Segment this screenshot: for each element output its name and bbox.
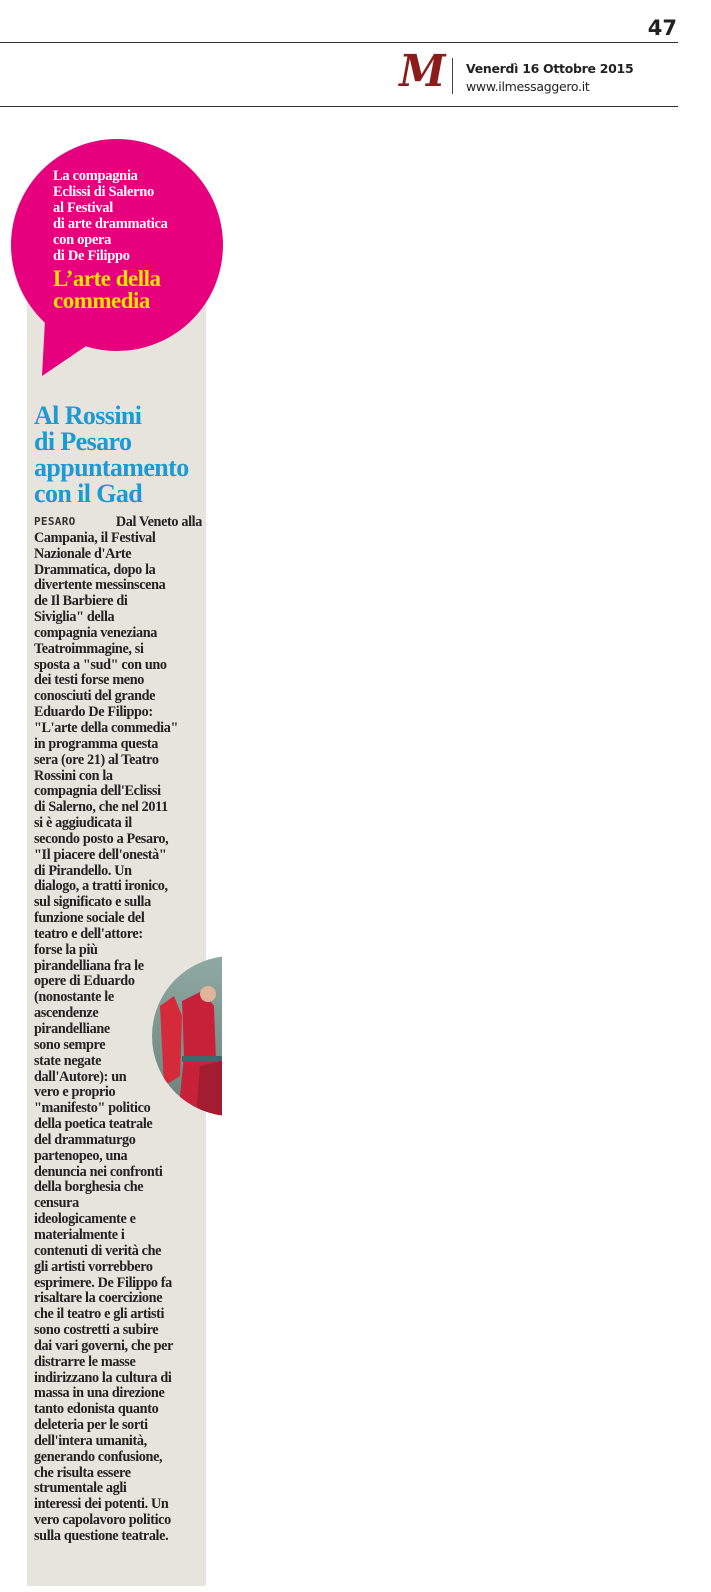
article-line: Rossini con la [34, 767, 113, 784]
article-line: in programma questa [34, 735, 158, 752]
article-line: Campania, il Festival [34, 529, 156, 546]
article-line: risaltare la coercizione [34, 1290, 163, 1307]
article-line: conosciuti del grande [34, 688, 156, 705]
article-line: di Pirandello. Un [34, 862, 132, 879]
article-line: forse la più [34, 941, 98, 958]
article-line: Nazionale d'Arte [34, 545, 132, 562]
article-line: deleteria per le sorti [34, 1417, 148, 1434]
article-line: dall'Autore): un [34, 1068, 127, 1085]
article-line: gli artisti vorrebbero [34, 1258, 153, 1275]
article-line: della poetica teatrale [34, 1116, 153, 1133]
article-line: contenuti di verità che [34, 1242, 162, 1259]
article-line: esprimere. De Filippo fa [34, 1274, 172, 1291]
article-line: che il teatro e gli artisti [34, 1306, 165, 1323]
article-line: massa in una direzione [34, 1385, 165, 1402]
article-line: secondo posto a Pesaro, [34, 830, 169, 847]
article-line: dei testi forse meno [34, 672, 145, 689]
article-line: sulla questione teatrale. [34, 1528, 169, 1544]
bubble-line: al Festival [53, 200, 113, 216]
article-line: vero e proprio [34, 1084, 116, 1101]
article-line: sono sempre [34, 1036, 106, 1053]
newspaper-logo: M [399, 46, 446, 97]
issue-date: Venerdì 16 Ottobre 2015 [466, 61, 634, 76]
article-line: distrarre le masse [34, 1353, 136, 1370]
article-line: "Il piacere dell'onestà" [34, 846, 167, 863]
article-headline [34, 403, 189, 507]
article-line: di Salerno, che nel 2011 [34, 799, 168, 816]
article-line: "L'arte della commedia" [34, 719, 179, 736]
dateline: PESARO [34, 515, 76, 528]
article-line: della borghesia che [34, 1179, 144, 1196]
article-line: dialogo, a tratti ironico, [34, 878, 168, 895]
article-line: teatro e dell'attore: [34, 925, 143, 942]
article-line: pirandelliana fra le [34, 957, 144, 974]
article-line: Drammatica, dopo la [34, 561, 156, 578]
article-line: generando confusione, [34, 1448, 163, 1465]
website-url[interactable]: www.ilmessaggero.it [466, 79, 590, 94]
article-line: dai vari governi, che per [34, 1337, 174, 1354]
article-line: ideologicamente e [34, 1211, 136, 1228]
article-line: si è aggiudicata il [34, 815, 132, 832]
bubble-line: Eclissi di Salerno [53, 184, 154, 200]
article-line: dell'intera umanità, [34, 1432, 147, 1449]
article-line: che risulta essere [34, 1464, 131, 1481]
article-line: (nonostante le [34, 989, 114, 1006]
headline-line: Al Rossini [34, 401, 142, 430]
article-line: tanto edonista quanto [34, 1401, 159, 1418]
article-line: strumentale agli [34, 1480, 127, 1497]
header-top-rule [0, 42, 678, 43]
article-line: partenopeo, una [34, 1147, 128, 1164]
headline-line: di Pesaro [34, 427, 132, 456]
article-line: sul significato e sulla [34, 894, 151, 911]
article-line: Teatroimmagine, si [34, 640, 144, 657]
article-line: divertente messinscena [34, 577, 166, 594]
headline-line: con il Gad [34, 479, 143, 508]
article-line: de Il Barbiere di [34, 593, 128, 610]
article-line: state negate [34, 1052, 102, 1069]
article-line: materialmente i [34, 1226, 125, 1243]
article-line: sposta a "sud" con uno [34, 656, 167, 673]
article-line: funzione sociale del [34, 910, 145, 927]
article-first-line [34, 515, 202, 531]
article-line: Dal Veneto alla [115, 514, 202, 530]
article-line: ascendenze [34, 1005, 99, 1022]
article-line: Siviglia" della [34, 609, 115, 626]
article-line: denuncia nei confronti [34, 1163, 163, 1180]
article-line: sono costretti a subire [34, 1322, 159, 1339]
article-line: compagnia veneziana [34, 624, 158, 641]
bubble-line: di arte drammatica [53, 216, 168, 232]
bubble-line: di De Filippo [53, 248, 130, 264]
bubble-line: La compagnia [53, 168, 138, 184]
article-line: "manifesto" politico [34, 1100, 151, 1117]
header-divider [452, 58, 453, 94]
article-line: censura [34, 1195, 79, 1212]
article-line: Eduardo De Filippo: [34, 704, 153, 721]
article-line: pirandelliane [34, 1021, 110, 1037]
article-line: interessi dei potenti. Un [34, 1496, 169, 1513]
article-line: opere di Eduardo [34, 973, 135, 990]
article-line: del drammaturgo [34, 1131, 136, 1148]
article-line: compagnia dell'Eclissi [34, 783, 161, 800]
headline-line: appuntamento [34, 453, 189, 482]
bubble-title-line: L’arte della [53, 266, 161, 291]
bubble-summary [53, 168, 168, 264]
article-line: vero capolavoro politico [34, 1512, 171, 1529]
article-line: sera (ore 21) al Teatro [34, 751, 159, 768]
bubble-line: con opera [53, 232, 112, 248]
article-line: indirizzano la cultura di [34, 1369, 172, 1386]
article-photo [152, 956, 222, 1116]
header-bottom-rule [0, 106, 678, 107]
page-number: 47 [647, 16, 677, 40]
bubble-title [53, 268, 161, 312]
bubble-title-line: commedia [53, 288, 150, 313]
